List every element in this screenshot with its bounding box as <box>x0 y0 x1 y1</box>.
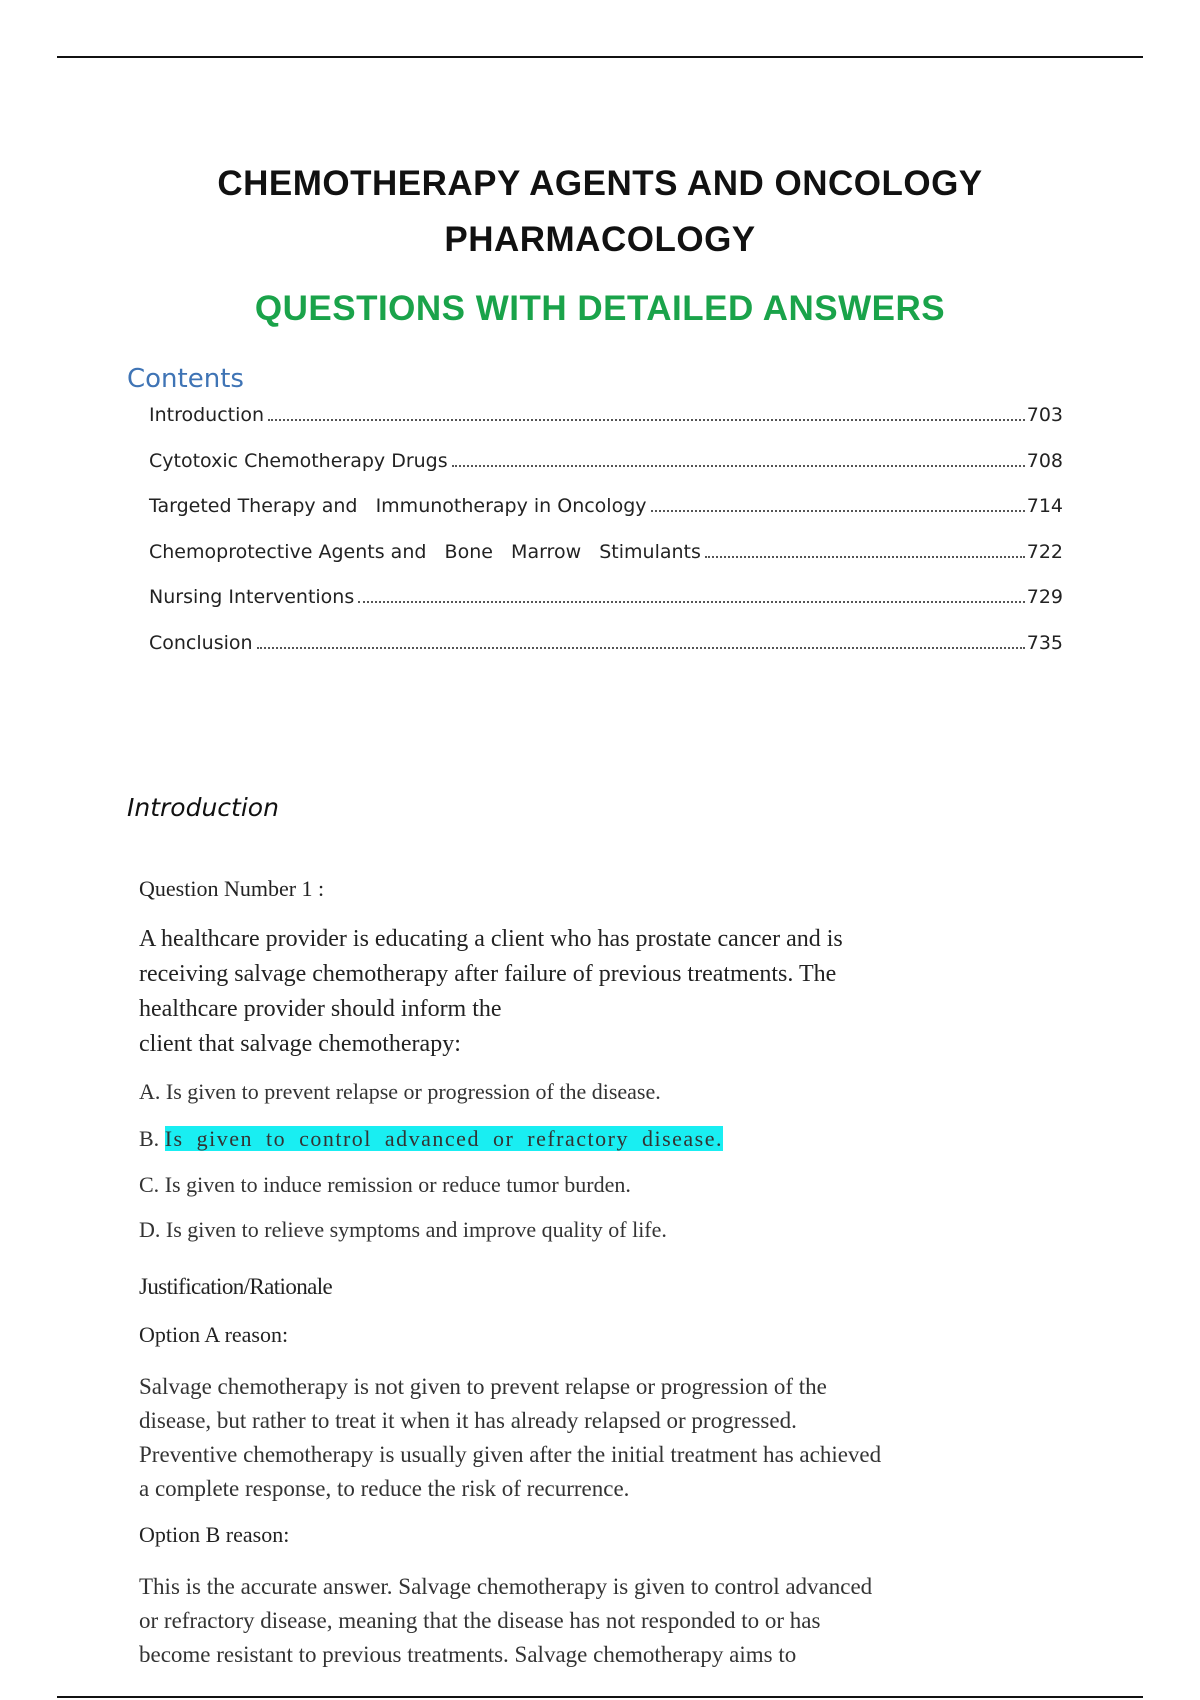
reason-line: disease, but rather to treat it when it has already relapsed or progressed. <box>139 1408 797 1433</box>
toc-leader-dots <box>651 509 1025 512</box>
toc-entry-nursing-interventions[interactable] <box>149 586 1063 614</box>
toc-entry-page: 708 <box>1026 450 1063 472</box>
toc-entry-label: Introduction <box>149 404 265 426</box>
toc-entry-label: Nursing Interventions <box>149 586 355 608</box>
reason-line: Salvage chemotherapy is not given to prevent relapse or progression of the <box>139 1374 827 1399</box>
reason-line: or refractory disease, meaning that the disease has not responded to or has <box>139 1608 821 1633</box>
option-b-reason-heading: Option B reason: <box>139 1522 290 1547</box>
question-number: Question Number 1 : <box>139 876 325 901</box>
option-a-reason-text <box>139 1370 881 1506</box>
toc-entry-page: 722 <box>1026 541 1063 563</box>
toc-entry-label: Targeted Therapy and Immunotherapy in Oncology <box>149 495 647 517</box>
contents-heading: Contents <box>127 364 244 394</box>
toc-entry-label: Conclusion <box>149 632 253 654</box>
toc-leader-dots <box>268 418 1025 421</box>
toc-entry-page: 703 <box>1026 404 1063 426</box>
option-letter: B. <box>139 1126 160 1151</box>
section-heading-introduction: Introduction <box>127 793 279 822</box>
toc-entry-cytotoxic-drugs[interactable] <box>149 450 1063 478</box>
bottom-rule <box>57 1696 1143 1698</box>
toc-leader-dots <box>257 646 1025 649</box>
option-b-reason-text <box>139 1570 872 1672</box>
toc-entry-page: 729 <box>1026 586 1063 608</box>
toc-entry-label: Cytotoxic Chemotherapy Drugs <box>149 450 448 472</box>
reason-line: become resistant to previous treatments. Salvage chemotherapy aims to <box>139 1642 797 1667</box>
top-rule <box>57 56 1143 58</box>
toc-leader-dots <box>452 464 1025 467</box>
reason-line: This is the accurate answer. Salvage chemotherapy is given to control advanced <box>139 1574 873 1599</box>
rationale-heading: Justification/Rationale <box>139 1274 333 1299</box>
document-subtitle: QUESTIONS WITH DETAILED ANSWERS <box>254 289 946 328</box>
reason-line: Preventive chemotherapy is usually given after the initial treatment has achieved <box>139 1442 882 1467</box>
option-a-reason-heading: Option A reason: <box>139 1322 289 1347</box>
toc-leader-dots <box>705 555 1025 558</box>
toc-entry-label: Chemoprotective Agents and Bone Marrow Stimulants <box>149 541 701 563</box>
document-title-line-1: CHEMOTHERAPY AGENTS AND ONCOLOGY <box>217 164 983 203</box>
question-stem-line: receiving salvage chemotherapy after failure of previous treatments. The <box>139 961 837 987</box>
toc-entry-introduction[interactable] <box>149 404 1063 432</box>
toc-entry-page: 735 <box>1026 632 1063 654</box>
toc-leader-dots <box>358 600 1024 603</box>
question-stem <box>139 922 843 1062</box>
toc-entry-targeted-therapy[interactable] <box>149 495 1063 523</box>
option-a <box>139 1079 661 1105</box>
option-letter: C. <box>139 1172 160 1197</box>
toc-entry-chemoprotective-agents[interactable] <box>149 541 1063 569</box>
option-c <box>139 1172 631 1198</box>
option-d <box>139 1217 667 1243</box>
option-b <box>139 1126 723 1152</box>
toc-entry-conclusion[interactable] <box>149 632 1063 660</box>
option-letter: D. <box>139 1217 161 1242</box>
option-text: Is given to induce remission or reduce tumor burden. <box>164 1172 631 1197</box>
document-title-line-2: PHARMACOLOGY <box>444 220 756 259</box>
reason-line: a complete response, to reduce the risk of recurrence. <box>139 1476 630 1501</box>
question-stem-line: A healthcare provider is educating a client who has prostate cancer and is <box>139 926 843 952</box>
toc-entry-page: 714 <box>1026 495 1063 517</box>
option-text: Is given to relieve symptoms and improve quality of life. <box>165 1217 667 1242</box>
question-stem-line: healthcare provider should inform the <box>139 996 502 1022</box>
option-text: Is given to prevent relapse or progression of the disease. <box>165 1079 661 1104</box>
question-stem-line: client that salvage chemotherapy: <box>139 1031 461 1057</box>
option-letter: A. <box>139 1079 161 1104</box>
option-text-highlighted: Is given to control advanced or refractory disease. <box>164 1126 724 1151</box>
